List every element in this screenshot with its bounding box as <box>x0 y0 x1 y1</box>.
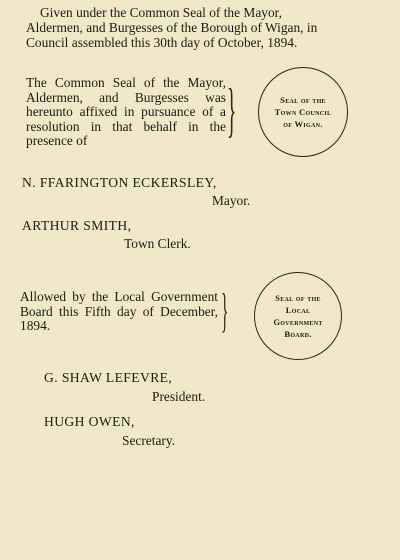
seal-text-line: Local <box>285 305 311 315</box>
seal-text-line: of Wigan. <box>283 119 323 129</box>
seal-text-line: Government <box>273 317 323 327</box>
town-council-seal <box>258 67 348 157</box>
allowance-text: Allowed by the Local Government Board this Fifth day of December, 1894. <box>20 289 218 334</box>
seal-attestation-text: The Common Seal of the Mayor, Aldermen, and Burgesses was hereunto affixed in pursuance of a resolution in that behalf in the presence of <box>26 75 226 149</box>
town-clerk-title: Town Clerk. <box>124 236 191 251</box>
president-name: G. SHAW LEFEVRE, <box>44 370 173 385</box>
sealing-clause-line: Council assembled this 30th day of October, 1894. <box>26 35 298 50</box>
sealing-clause-line: Given under the Common Seal of the Mayor, <box>40 5 282 20</box>
town-clerk-name: ARTHUR SMITH, <box>22 218 132 233</box>
mayor-name: N. FFARINGTON ECKERSLEY, <box>22 175 217 190</box>
seal-text-line: Town Council <box>274 107 332 117</box>
seal-text-line: Seal of the <box>280 95 326 105</box>
secretary-title: Secretary. <box>122 433 176 448</box>
sealing-clause <box>26 5 388 50</box>
brace-icon: } <box>227 77 237 143</box>
local-government-board-seal <box>254 272 342 360</box>
seal-text-line: Seal of the <box>275 293 321 303</box>
seal-text-line: Board. <box>284 329 312 339</box>
mayor-title: Mayor. <box>212 193 251 208</box>
sealing-clause-line: Aldermen, and Burgesses of the Borough of Wigan, in <box>26 20 318 35</box>
secretary-name: HUGH OWEN, <box>44 414 135 429</box>
brace-icon: } <box>221 284 229 337</box>
president-title: President. <box>152 389 206 404</box>
